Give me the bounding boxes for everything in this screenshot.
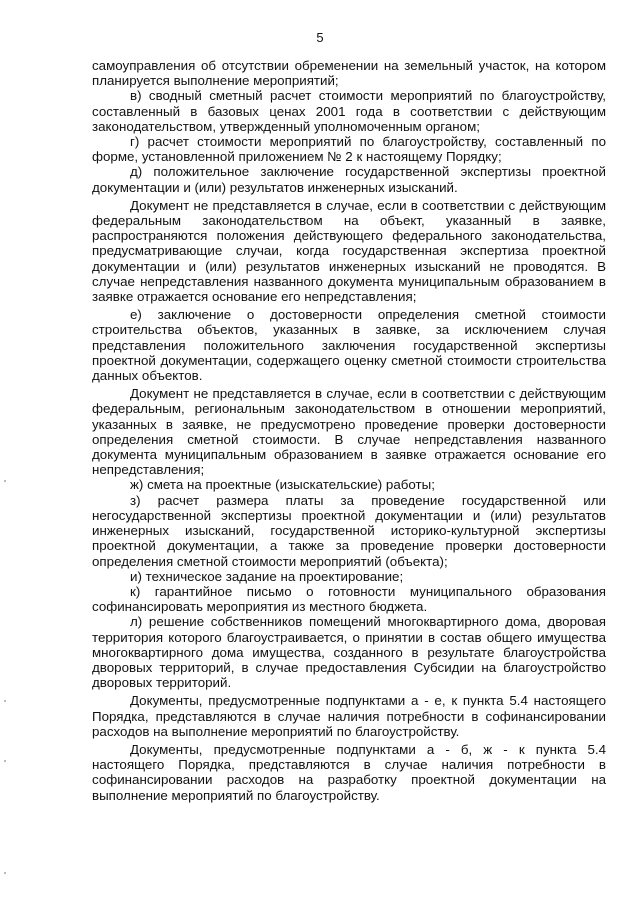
paragraph-item-e: е) заключение о достоверности определения сметной стоимости строительства объектов, указанных в заявке, за исключением случая представления положительного заключения государственной экспертизы проектной документации, содержащего оценку сметной стоимости строительства данных объектов. <box>92 307 606 384</box>
scan-edge-mark <box>4 700 6 702</box>
scan-edge-mark <box>4 872 6 874</box>
paragraph-documents-a-b: Документы, предусмотренные подпунктами а - б, ж - к пункта 5.4 настоящего Порядка, представляются в случае наличия потребности в софинансировании расходов на разработку проектной документации на выполнение мероприятий по благоустройству. <box>92 741 606 803</box>
paragraph-item-i: и) техническое задание на проектирование; <box>130 568 404 584</box>
scan-edge-mark <box>4 760 6 762</box>
paragraph-continuation: самоуправления об отсутствии обременении на земельный участок, на котором планируется выполнение мероприятий; <box>92 58 606 89</box>
paragraph-item-k: к) гарантийное письмо о готовности муниципального образования софинансировать мероприятия из местного бюджета. <box>92 583 606 615</box>
body-text <box>92 58 606 803</box>
paragraph-documents-a-e: Документы, предусмотренные подпунктами а - е, к пункта 5.4 настоящего Порядка, представляются в случае наличия потребности в софинансировании расходов на выполнение мероприятий по благоустройству. <box>92 693 606 739</box>
paragraph-item-d: д) положительное заключение государственной экспертизы проектной документации и (или) результатов инженерных изысканий. <box>92 164 606 195</box>
paragraph-item-v: в) сводный сметный расчет стоимости мероприятий по благоустройству, составленный в базовых ценах 2001 года в соответствии с действующим законодательством, утвержденный уполномоченным органом; <box>92 88 606 134</box>
paragraph-note-d: Документ не представляется в случае, если в соответствии с действующим федеральным законодательством на объект, указанный в заявке, распространяются положения действующего федерального законодательства, предусматривающие случаи, когда государственная экспертиза проектной документации и (или) результатов инженерных изысканий не проводятся. В случае непредставления названного документа муниципальным образованием в заявке отражается основание его непредставления; <box>92 197 606 305</box>
paragraph-note-e: Документ не представляется в случае, если в соответствии с действующим федеральным, региональным законодательством в отношении мероприятий, указанных в заявке, не предусмотрено проведение проверки достоверности определения сметной стоимости. В случае непредставления названного документа муниципальным образованием в заявке отражается основание его непредставления; <box>92 386 606 478</box>
paragraph-item-zh: ж) смета на проектные (изыскательские) работы; <box>130 477 435 493</box>
scan-edge-mark <box>4 480 6 482</box>
paragraph-item-z: з) расчет размера платы за проведение государственной или негосударственной экспертизы проектной документации и (или) результатов инженерных изысканий, государственной историко-культурной экспертизы проектной документации, а также за проведение проверки достоверности определения сметной стоимости мероприятий (объекта); <box>92 492 606 569</box>
paragraph-item-l: л) решение собственников помещений многоквартирного дома, дворовая территория которого благоустраивается, о принятии в состав общего имущества многоквартирного дома имущества, созданного в результате благоустройства дворовых территорий, в случае предоставления Субсидии на благоустройство дворовых территорий. <box>92 614 606 691</box>
page-number: 5 <box>316 30 324 45</box>
paragraph-item-g: г) расчет стоимости мероприятий по благоустройству, составленный по форме, установленной приложением № 2 к настоящему Порядку; <box>92 134 606 165</box>
